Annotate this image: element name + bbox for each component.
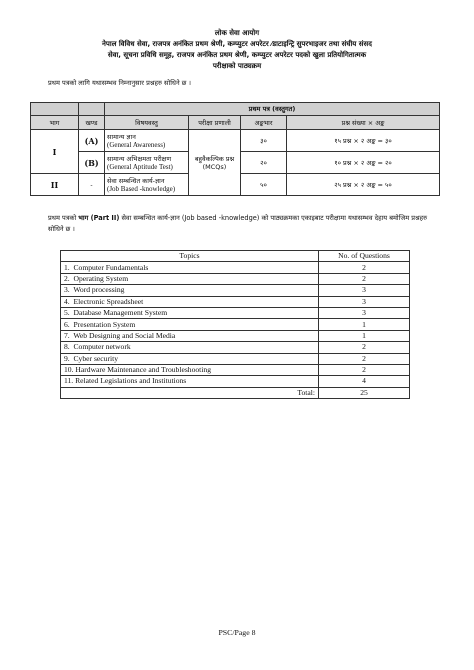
section-cell: (A) xyxy=(79,130,105,152)
header-line-2: नेपाल विविध सेवा, राजपत्र अनंकित प्रथम श्रेणी, कम्प्युटर अपरेटर ⁄डाटाइन्ट्रि सुपरभाइजर तथा संघीय संसद xyxy=(102,40,372,48)
table-row xyxy=(61,273,410,284)
document-header xyxy=(30,28,444,72)
question-count-cell: 3 xyxy=(319,296,410,307)
topics-table xyxy=(60,250,410,399)
commission-title: लोक सेवा आयोग xyxy=(214,29,260,37)
col-header-part: भाग xyxy=(31,116,79,130)
table-row xyxy=(61,330,410,341)
total-value: 25 xyxy=(319,387,410,398)
part-two-label: भाग (Part II) xyxy=(78,214,120,222)
topic-cell: 11. Related Legislations and Institutions xyxy=(61,376,319,387)
exam-table-title: प्रथम पत्र (वस्तुगत) xyxy=(105,103,440,116)
question-count-cell: 1 xyxy=(319,330,410,341)
topics-header: Topics xyxy=(61,251,319,262)
total-label: Total: xyxy=(61,387,319,398)
col-header-subject: विषयवस्तु xyxy=(105,116,189,130)
table-row xyxy=(61,376,410,387)
subject-english: (General Aptitude Test) xyxy=(107,162,173,171)
questions-cell: १५ प्रश्न × २ अङ्क = ३० xyxy=(287,130,440,152)
part-cell: I xyxy=(31,130,79,174)
col-header-marks: अङ्कभार xyxy=(241,116,287,130)
col-header-section: खण्ड xyxy=(79,116,105,130)
topic-cell: 4. Electronic Spreadsheet xyxy=(61,296,319,307)
col-header-questions: प्रश्न संख्या × अङ्क xyxy=(287,116,440,130)
question-count-cell: 3 xyxy=(319,307,410,318)
col-header-method: परीक्षा प्रणाली xyxy=(189,116,241,130)
question-count-cell: 2 xyxy=(319,262,410,273)
table-row xyxy=(61,353,410,364)
subject-nepali: सामान्य ज्ञान xyxy=(107,132,136,141)
page-number: PSC/Page 8 xyxy=(218,628,256,637)
table-row xyxy=(31,130,440,152)
subject-nepali: सामान्य अभिक्षमता परीक्षण xyxy=(107,154,172,163)
topic-cell: 5. Database Management System xyxy=(61,307,319,318)
question-count-cell: 2 xyxy=(319,342,410,353)
method-cell: बहुवैकल्पिक प्रश्न (MCQs) xyxy=(189,130,241,196)
question-count-cell: 3 xyxy=(319,285,410,296)
topic-cell: 3. Word processing xyxy=(61,285,319,296)
questions-header: No. of Questions xyxy=(319,251,410,262)
table-row xyxy=(61,319,410,330)
part-two-paragraph: प्रथम पत्रको भाग (Part II) सेवा सम्बन्धित कार्य-ज्ञान (Job based -knowledge) को पाठ्यक्रमका एकाइबाट परीक्षामा यथासम्भव देहाय बमोजिम प्रश्नहरु सोधिने छ । xyxy=(48,214,428,233)
topic-cell: 7. Web Designing and Social Media xyxy=(61,330,319,341)
topic-cell: 9. Cyber security xyxy=(61,353,319,364)
table-row xyxy=(61,342,410,353)
topics-header-row xyxy=(61,251,410,262)
table-row xyxy=(61,296,410,307)
table-row xyxy=(61,364,410,375)
topic-cell: 1. Computer Fundamentals xyxy=(61,262,319,273)
section-cell: (B) xyxy=(79,152,105,174)
exam-table-header-row xyxy=(31,116,440,130)
question-count-cell: 4 xyxy=(319,376,410,387)
topic-cell: 2. Operating System xyxy=(61,273,319,284)
intro-text: प्रथम पत्रको लागि यथासम्भव निम्नानुसार प्रश्नहरु सोधिने छ । xyxy=(48,79,191,87)
header-line-3: सेवा, सूचना प्रविधि समूह, राजपत्र अनंकित प्रथम श्रेणी, कम्प्युटर अपरेटर पदको खुला प्रतियोगितात्मक xyxy=(107,51,367,59)
topic-cell: 10. Hardware Maintenance and Troubleshooting xyxy=(61,364,319,375)
header-line-4: परीक्षाको पाठ्यक्रम xyxy=(212,62,262,70)
exam-structure-table xyxy=(30,102,440,196)
questions-cell: २५ प्रश्न × २ अङ्क = ५० xyxy=(287,174,440,196)
table-row xyxy=(61,285,410,296)
question-count-cell: 2 xyxy=(319,353,410,364)
table-row xyxy=(61,307,410,318)
section-cell: - xyxy=(79,174,105,196)
subject-cell xyxy=(105,174,189,196)
question-count-cell: 1 xyxy=(319,319,410,330)
questions-cell: १० प्रश्न × २ अङ्क = २० xyxy=(287,152,440,174)
topic-cell: 6. Presentation System xyxy=(61,319,319,330)
subject-nepali: सेवा सम्बन्धित कार्य-ज्ञान xyxy=(107,176,165,185)
subject-english: (General Awareness) xyxy=(107,140,166,149)
table-row xyxy=(61,262,410,273)
marks-cell: ३० xyxy=(241,130,287,152)
total-row xyxy=(61,387,410,398)
marks-cell: २० xyxy=(241,152,287,174)
subject-cell xyxy=(105,152,189,174)
exam-table-title-row xyxy=(31,103,440,116)
subject-cell xyxy=(105,130,189,152)
part-cell: II xyxy=(31,174,79,196)
topic-cell: 8. Computer network xyxy=(61,342,319,353)
subject-english: (Job Based -knowledge) xyxy=(107,184,176,193)
question-count-cell: 2 xyxy=(319,364,410,375)
marks-cell: ५० xyxy=(241,174,287,196)
question-count-cell: 2 xyxy=(319,273,410,284)
